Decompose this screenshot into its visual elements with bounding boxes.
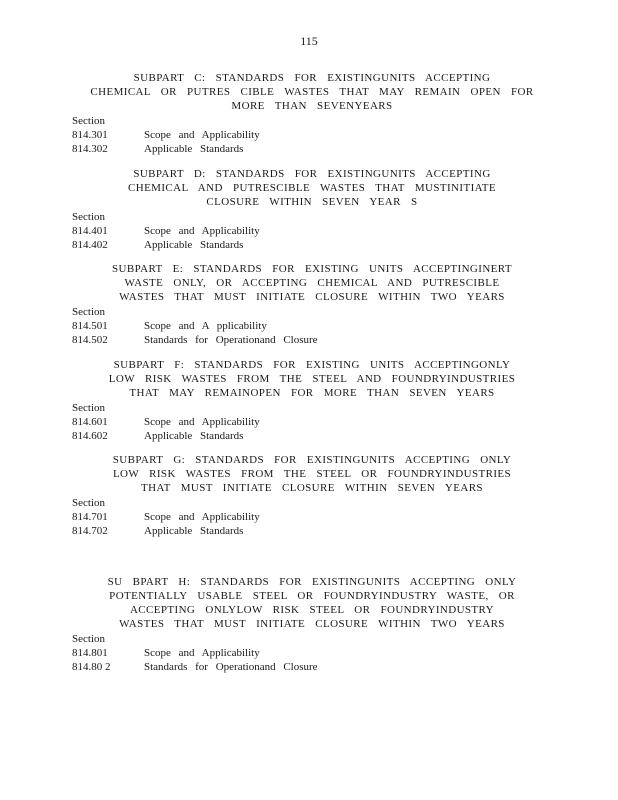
toc-entry bbox=[72, 429, 552, 443]
section-number: 814.602 bbox=[72, 430, 108, 442]
section-title: Scope and Applicability bbox=[144, 416, 260, 428]
section-label: Section bbox=[72, 497, 105, 509]
heading-line: WASTE ONLY, OR ACCEPTING CHEMICAL AND PUTRESCIBLE bbox=[124, 277, 500, 289]
section-title: Scope and Applicability bbox=[144, 225, 260, 237]
section-title: Applicable Standards bbox=[144, 239, 244, 251]
subpart-c-block bbox=[72, 71, 552, 156]
section-title: Scope and Applicability bbox=[144, 511, 260, 523]
heading-line: THAT MUST INITIATE CLOSURE WITHIN SEVEN YEARS bbox=[141, 482, 483, 494]
section-title: Scope and A pplicability bbox=[144, 320, 267, 332]
heading-line: CHEMICAL AND PUTRESCIBLE WASTES THAT MUSTINITIATE bbox=[127, 182, 496, 194]
subpart-h-block bbox=[72, 575, 552, 674]
section-title: Scope and Applicability bbox=[144, 647, 260, 659]
section-title: Standards for Operationand Closure bbox=[144, 661, 318, 673]
heading-line: WASTES THAT MUST INITIATE CLOSURE WITHIN TWO YEARS bbox=[119, 291, 505, 303]
heading-line: SUBPART F: STANDARDS FOR EXISTING UNITS ACCEPTINGONLY bbox=[113, 359, 511, 371]
subpart-heading bbox=[72, 167, 552, 209]
section-number: 814.702 bbox=[72, 525, 108, 537]
subpart-heading bbox=[72, 358, 552, 400]
section-label: Section bbox=[72, 402, 105, 414]
toc-entry bbox=[72, 524, 552, 538]
heading-line: CHEMICAL OR PUTRES CIBLE WASTES THAT MAY REMAIN OPEN FOR bbox=[90, 86, 534, 98]
subpart-f-block bbox=[72, 358, 552, 443]
heading-line: CLOSURE WITHIN SEVEN YEAR S bbox=[206, 196, 418, 208]
page-number: 115 bbox=[300, 34, 318, 48]
heading-line: THAT MAY REMAINOPEN FOR MORE THAN SEVEN YEARS bbox=[129, 387, 495, 399]
toc-entry bbox=[72, 415, 552, 429]
toc-entry bbox=[72, 224, 552, 238]
section-number: 814.601 bbox=[72, 416, 108, 428]
section-title: Applicable Standards bbox=[144, 525, 244, 537]
section-number: 814.701 bbox=[72, 511, 108, 523]
section-title: Applicable Standards bbox=[144, 430, 244, 442]
heading-line: SU BPART H: STANDARDS FOR EXISTINGUNITS ACCEPTING ONLY bbox=[107, 576, 517, 588]
section-number: 814.80 2 bbox=[72, 661, 111, 673]
section-label: Section bbox=[72, 306, 105, 318]
section-number: 814.401 bbox=[72, 225, 108, 237]
heading-line: POTENTIALLY USABLE STEEL OR FOUNDRYINDUSTRY WASTE, OR bbox=[109, 590, 515, 602]
toc-entry bbox=[72, 660, 552, 674]
section-number: 814.402 bbox=[72, 239, 108, 251]
section-title: Scope and Applicability bbox=[144, 129, 260, 141]
section-number: 814.501 bbox=[72, 320, 108, 332]
section-number: 814.801 bbox=[72, 647, 108, 659]
heading-line: LOW RISK WASTES FROM THE STEEL OR FOUNDRYINDUSTRIES bbox=[112, 468, 512, 480]
section-label: Section bbox=[72, 115, 105, 127]
section-number: 814.302 bbox=[72, 143, 108, 155]
toc-entry bbox=[72, 238, 552, 252]
toc-entry bbox=[72, 142, 552, 156]
heading-line: MORE THAN SEVENYEARS bbox=[231, 100, 393, 112]
toc-entry bbox=[72, 319, 552, 333]
section-title: Applicable Standards bbox=[144, 143, 244, 155]
heading-line: WASTES THAT MUST INITIATE CLOSURE WITHIN TWO YEARS bbox=[119, 618, 505, 630]
section-number: 814.502 bbox=[72, 334, 108, 346]
heading-line: SUBPART E: STANDARDS FOR EXISTING UNITS ACCEPTINGINERT bbox=[112, 263, 512, 275]
section-label: Section bbox=[72, 633, 105, 645]
section-label: Section bbox=[72, 211, 105, 223]
section-number: 814.301 bbox=[72, 129, 108, 141]
toc-entry bbox=[72, 333, 552, 347]
subpart-heading bbox=[72, 575, 552, 631]
heading-line: LOW RISK WASTES FROM THE STEEL AND FOUNDRYINDUSTRIES bbox=[108, 373, 516, 385]
subpart-d-block bbox=[72, 167, 552, 252]
section-title: Standards for Operationand Closure bbox=[144, 334, 318, 346]
heading-line: ACCEPTING ONLYLOW RISK STEEL OR FOUNDRYINDUSTRY bbox=[129, 604, 495, 616]
subpart-heading bbox=[72, 262, 552, 304]
toc-entry bbox=[72, 128, 552, 142]
subpart-g-block bbox=[72, 453, 552, 538]
subpart-heading bbox=[72, 71, 552, 113]
subpart-e-block bbox=[72, 262, 552, 347]
toc-entry bbox=[72, 646, 552, 660]
heading-line: SUBPART G: STANDARDS FOR EXISTINGUNITS ACCEPTING ONLY bbox=[112, 454, 512, 466]
heading-line: SUBPART C: STANDARDS FOR EXISTINGUNITS ACCEPTING bbox=[133, 72, 491, 84]
subpart-heading bbox=[72, 453, 552, 495]
heading-line: SUBPART D: STANDARDS FOR EXISTINGUNITS ACCEPTING bbox=[133, 168, 491, 180]
toc-entry bbox=[72, 510, 552, 524]
